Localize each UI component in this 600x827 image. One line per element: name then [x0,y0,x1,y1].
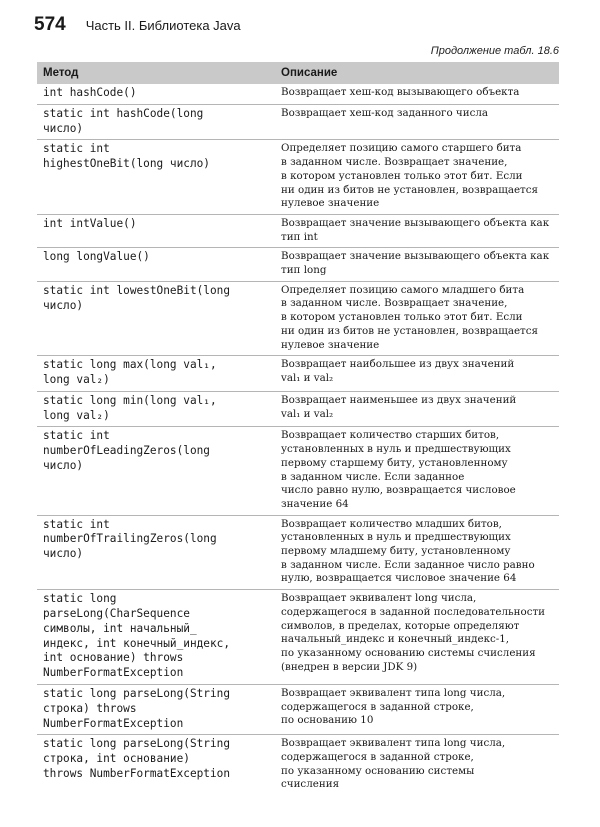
method-signature [37,684,275,734]
description-line: начальный_индекс и конечный_индекс-1, [281,633,510,646]
table-row [37,248,559,281]
description-line: нулевое значение [281,338,380,351]
description-line: тип int [281,230,318,243]
table-continuation-note: Продолжение табл. 18.6 [430,45,559,57]
methods-table [37,62,559,795]
table-row [37,590,559,685]
description-line: установленных в нуль и предшествующих [281,443,511,456]
description-line: первому младшему биту, установленному [281,545,511,558]
description-line: содержащегося в заданной строке, [281,751,474,764]
signature-line: highestOneBit(long число) [43,157,210,171]
signature-line: символы, int начальный_ [43,621,197,635]
signature-line: строка) throws [43,701,137,715]
signature-line: число) [43,547,84,561]
method-description [275,140,559,215]
description-line: в заданном числе. Возвращает значение, [281,297,508,310]
method-description [275,735,559,795]
signature-line: numberOfTrailingZeros(long [43,532,217,546]
table-row [37,84,559,104]
method-signature [37,427,275,515]
description-line: Определяет позицию самого старшего бита [281,142,522,155]
description-line: в заданном числе. Если заданное число равно [281,558,535,571]
description-line: Возвращает наибольшее из двух значений [281,358,515,371]
table-row [37,281,559,356]
signature-line: число) [43,298,84,312]
description-line: в заданном числе. Возвращает значение, [281,156,508,169]
signature-line: int основание) throws [43,651,184,665]
method-signature [37,590,275,685]
description-line: значение 64 [281,497,349,510]
signature-line: static long min(long val₁, [43,393,217,407]
signature-line: long val₂) [43,373,110,387]
table-header [37,62,559,84]
table-row [37,427,559,515]
signature-line: NumberFormatException [43,666,184,680]
method-description [275,590,559,685]
description-line: счисления [281,778,340,791]
table-row [37,684,559,734]
description-line: Возвращает эквивалент типа long числа, [281,737,506,750]
signature-line: число) [43,121,84,135]
method-description [275,427,559,515]
column-header-method: Метод [37,62,275,84]
signature-line: static long parseLong(String [43,737,231,751]
description-line: Определяет позицию самого младшего бита [281,283,525,296]
description-line: Возвращает эквивалент типа long числа, [281,686,506,699]
table-row [37,104,559,140]
method-signature [37,248,275,281]
description-line: ни один из битов не установлен, возвращается [281,324,539,337]
description-line: Возвращает эквивалент long числа, [281,592,477,605]
table-body [37,84,559,795]
page-number: 574 [34,14,66,35]
method-signature [37,356,275,392]
method-signature [37,281,275,356]
method-signature [37,391,275,427]
table-row [37,214,559,247]
table-row [37,356,559,392]
description-line: установленных в нуль и предшествующих [281,531,511,544]
method-signature [37,214,275,247]
method-signature [37,515,275,590]
signature-line: static int [43,429,110,443]
signature-line: static int lowestOneBit(long [43,283,231,297]
signature-line: numberOfLeadingZeros(long [43,444,210,458]
signature-line: static long max(long val₁, [43,358,217,372]
method-signature [37,735,275,795]
method-description [275,515,559,590]
description-line: содержащегося в заданной последовательности [281,605,546,618]
description-line: Возвращает наименьшее из двух значений [281,393,517,406]
description-line: (внедрен в версии JDK 9) [281,660,418,673]
method-description [275,84,559,104]
signature-line: long val₂) [43,408,110,422]
description-line: по указанному основанию системы [281,764,475,777]
description-line: Возвращает хеш-код вызывающего объекта [281,86,520,98]
signature-line: static long [43,592,117,606]
signature-line: static int hashCode(long [43,106,204,120]
signature-line: static int [43,142,110,156]
signature-line: строка, int основание) [43,752,190,766]
signature-line: static long parseLong(String [43,686,231,700]
table-row [37,515,559,590]
column-header-description: Описание [275,62,559,84]
description-line: Возвращает количество младших битов, [281,517,502,530]
description-line: Возвращает количество старших битов, [281,429,500,442]
signature-line: throws NumberFormatException [43,766,231,780]
description-line: содержащегося в заданной строке, [281,700,474,713]
table-row [37,140,559,215]
method-description [275,281,559,356]
description-line: в заданном числе. Если заданное [281,470,465,483]
method-description [275,104,559,140]
method-description [275,356,559,392]
description-line: Возвращает значение вызывающего объекта как [281,250,550,263]
method-signature [37,84,275,104]
description-line: в котором установлен только этот бит. Если [281,311,523,324]
signature-line: static int [43,517,110,531]
description-line: val₁ и val₂ [281,407,334,420]
signature-line: индекс, int конечный_индекс, [43,636,231,650]
table-row [37,391,559,427]
description-line: ни один из битов не установлен, возвращается [281,183,539,196]
description-line: тип long [281,264,327,277]
method-signature [37,140,275,215]
signature-line: int hashCode() [43,86,137,99]
description-line: по указанному основанию системы счисления [281,646,536,659]
description-line: val₁ и val₂ [281,371,334,384]
description-line: нулевое значение [281,197,380,210]
description-line: Возвращает хеш-код заданного числа [281,106,489,119]
description-line: Возвращает значение вызывающего объекта как [281,216,550,229]
method-description [275,248,559,281]
page-header [34,14,241,40]
description-line: первому старшему биту, установленному [281,456,508,469]
description-line: нулю, возвращается числовое значение 64 [281,572,517,585]
table-row [37,735,559,795]
method-description [275,684,559,734]
signature-line: parseLong(CharSequence [43,606,190,620]
method-description [275,214,559,247]
signature-line: int intValue() [43,216,137,230]
method-signature [37,104,275,140]
running-title: Часть II. Библиотека Java [85,18,241,33]
signature-line: long longValue() [43,250,150,264]
method-description [275,391,559,427]
signature-line: число) [43,459,84,473]
description-line: символов, в пределах, которые определяют [281,619,520,632]
description-line: по основанию 10 [281,714,374,727]
description-line: число равно нулю, возвращается числовое [281,484,516,497]
description-line: в котором установлен только этот бит. Если [281,169,523,182]
signature-line: NumberFormatException [43,716,184,730]
